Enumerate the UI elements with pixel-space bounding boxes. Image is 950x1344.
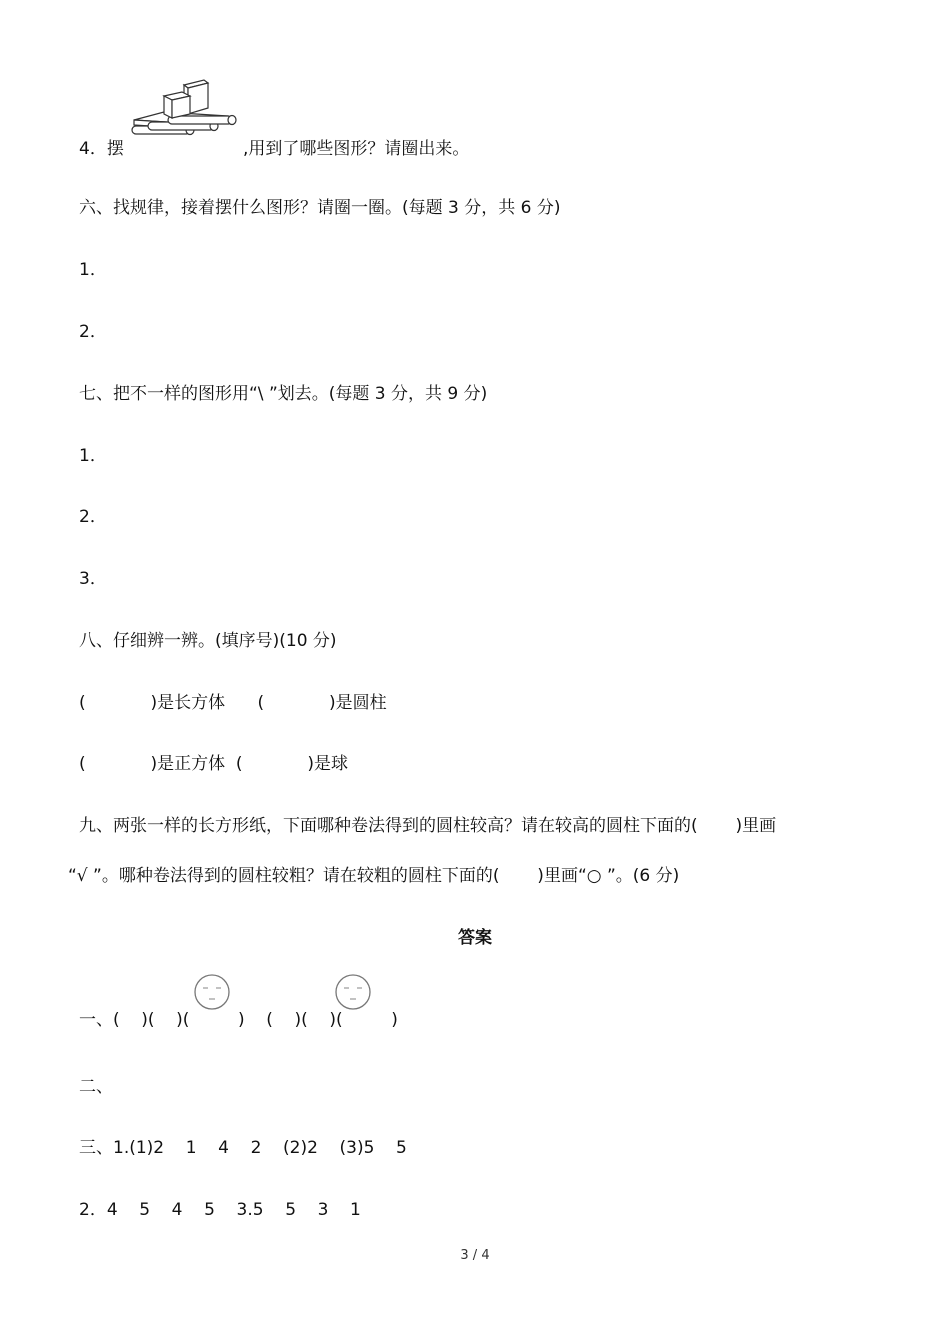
section-7-item-2: 2． — [79, 507, 107, 527]
answer-line-4: 2．4 5 4 5 3.5 5 3 1 — [79, 1200, 361, 1220]
section-9-line-2: “√ ”。哪种卷法得到的圆柱较粗？请在较粗的圆柱下面的( )里画“○ ”。(6 分) — [68, 866, 680, 886]
blocks-on-logs-illustration — [128, 76, 238, 141]
section-9-line-1: 九、两张一样的长方形纸，下面哪种卷法得到的圆柱较高？请在较高的圆柱下面的( )里画 — [79, 816, 777, 836]
section-7-item-1: 1． — [79, 446, 107, 466]
answer-line-3: 三、1.(1)2 1 4 2 (2)2 (3)5 5 — [79, 1138, 407, 1158]
section-7-title: 七、把不一样的图形用“\ ”划去。(每题 3 分，共 9 分) — [79, 384, 488, 404]
section-6-title: 六、找规律，接着摆什么图形？请圈一圈。(每题 3 分，共 6 分) — [79, 198, 561, 218]
answer-line-1: 一、( )( )( ) ( )( )( ) — [79, 1010, 398, 1030]
face-icon — [334, 973, 372, 1011]
section-6-item-2: 2． — [79, 322, 107, 342]
section-8-title: 八、仔细辨一辨。(填序号)(10 分) — [79, 631, 337, 651]
q4-suffix: ,用到了哪些图形？请圈出来。 — [243, 139, 470, 159]
face-icon — [193, 973, 231, 1011]
q4-prefix: 4．摆 — [79, 139, 124, 159]
section-7-item-3: 3． — [79, 569, 107, 589]
section-8-row-2: ( )是正方体 ( )是球 — [79, 754, 349, 774]
answer-line-2: 二、 — [79, 1077, 113, 1097]
section-6-item-1: 1． — [79, 260, 107, 280]
answer-title: 答案 — [458, 928, 492, 948]
page-number: 3 / 4 — [460, 1248, 490, 1263]
section-8-row-1: ( )是长方体 ( )是圆柱 — [79, 693, 387, 713]
